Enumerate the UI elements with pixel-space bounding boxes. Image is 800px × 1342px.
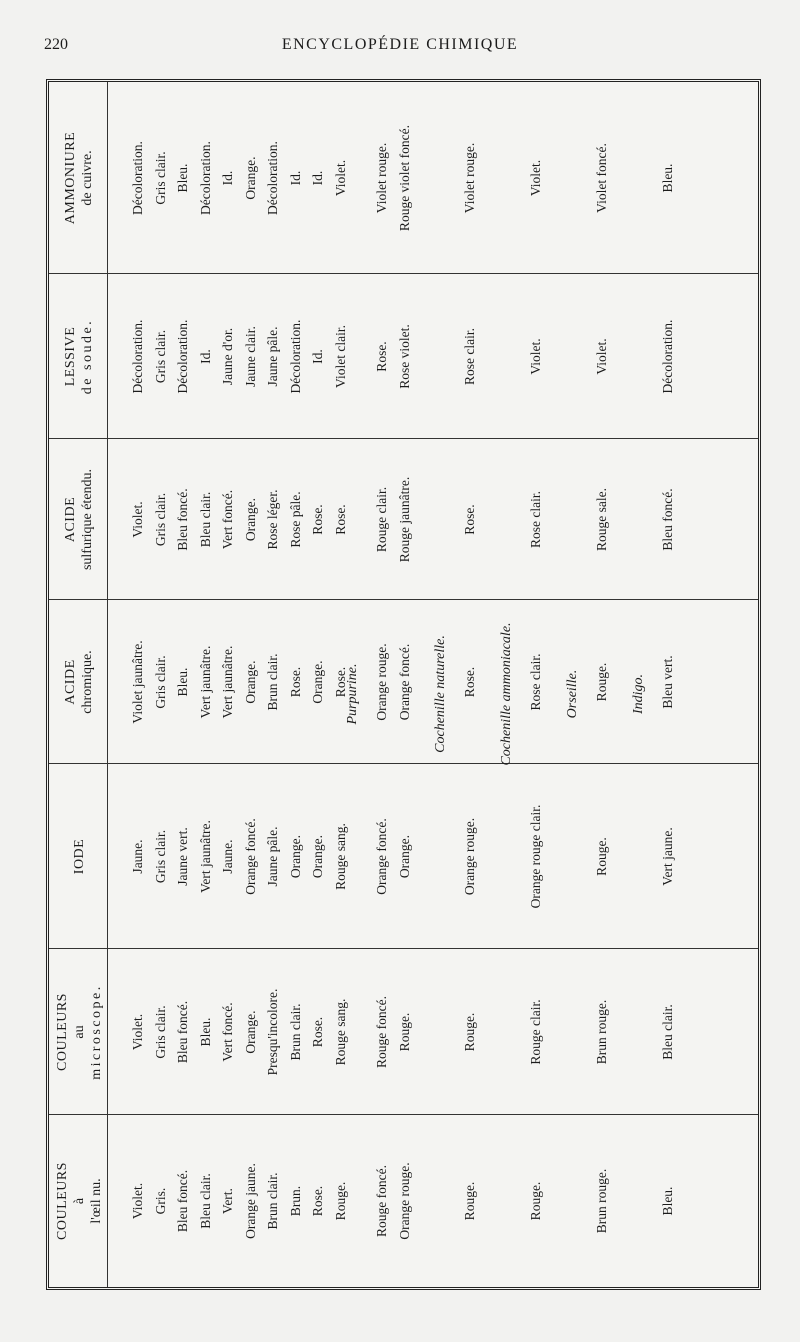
table-cell (127, 949, 352, 1115)
row-separator-tick (464, 1114, 478, 1115)
row-separator-tick (530, 273, 544, 274)
row-separator-tick (464, 763, 478, 764)
header-rule (107, 82, 108, 1287)
row-separator-tick (596, 273, 610, 274)
row-separator-tick (596, 1114, 610, 1115)
row-separator-tick (464, 438, 478, 439)
row-separator-tick (662, 948, 676, 949)
cell-value: Violet. (332, 159, 348, 197)
cell-value: Décoloration. (660, 319, 675, 394)
table-cell (657, 949, 680, 1115)
cell-value: Rose. (332, 666, 348, 698)
cell-value: Rouge. (462, 1012, 477, 1052)
cell-value: Bleu. (197, 1017, 213, 1047)
cell-value: Orange foncé. (242, 818, 258, 895)
cell-value: Décoloration. (130, 319, 145, 394)
row-separator-tick (398, 763, 412, 764)
dye-group-label: Indigo. (631, 673, 646, 715)
table-cell (459, 274, 482, 439)
table-cell (459, 764, 482, 949)
cell-value: Rose. (310, 504, 325, 535)
table-cell (591, 949, 614, 1115)
table-cell (525, 949, 548, 1115)
table-cell (525, 600, 548, 764)
table-cell (591, 82, 614, 274)
cell-value: Rose clair. (462, 328, 477, 385)
column-header (53, 764, 105, 949)
cell-value: Bleu vert. (660, 655, 675, 709)
cell-value: Violet. (594, 338, 609, 375)
table-cell (127, 82, 352, 274)
cell-value: Rouge sale. (594, 488, 609, 551)
row-separator-tick (662, 599, 676, 600)
cell-value: Jaune clair. (242, 326, 258, 387)
table-cell (591, 274, 614, 439)
row-separator-tick (464, 948, 478, 949)
column-header-line: COULEURS (54, 1162, 70, 1240)
cell-value: Décoloration. (287, 319, 303, 394)
row-separator-tick (662, 273, 676, 274)
cell-value: Vert foncé. (220, 1002, 235, 1062)
cell-value: Rose clair. (528, 491, 543, 548)
table-cell (591, 439, 614, 600)
cell-value: Rouge sang. (332, 823, 348, 890)
cell-value: Id. (287, 170, 303, 186)
table-cell (459, 600, 482, 764)
cell-value: Violet clair. (332, 325, 348, 388)
cell-value: Gris clair. (152, 329, 168, 384)
cell-value: Violet foncé. (594, 143, 609, 213)
column-header (53, 600, 105, 764)
cell-value: Orange foncé. (396, 643, 412, 721)
cell-value: Rouge. (462, 1181, 477, 1221)
table-cell (525, 82, 548, 274)
cell-value: Bleu. (175, 163, 190, 193)
cell-value: Brun rouge. (594, 999, 609, 1065)
cell-value: Gris clair. (152, 655, 168, 709)
column-header-line: de cuivre. (80, 150, 95, 206)
column-header (53, 949, 105, 1115)
cell-value: Jaune pâle. (265, 826, 280, 887)
cell-value: Orange. (396, 834, 412, 879)
cell-value: Jaune vert. (175, 827, 190, 886)
table-cell (459, 82, 482, 274)
column-header-line: LESSIVE (63, 326, 78, 387)
cell-value: Rose léger. (265, 489, 280, 550)
cell-value: Bleu clair. (197, 491, 213, 548)
running-head: ENCYCLOPÉDIE CHIMIQUE (281, 36, 519, 53)
cell-value: Rouge. (594, 837, 609, 876)
cell-value: Orange rouge. (396, 1162, 412, 1240)
cell-value: Violet rouge. (374, 142, 389, 214)
column-header (53, 274, 105, 439)
cell-value: Vert jaune. (660, 827, 675, 886)
table-cell (657, 600, 680, 764)
cell-value: Bleu. (175, 667, 190, 697)
column-header (53, 82, 105, 274)
row-separator-tick (464, 599, 478, 600)
row-separator-tick (530, 763, 544, 764)
cell-value: Violet rouge. (462, 142, 477, 214)
cell-value: Gris clair. (152, 829, 168, 884)
cell-value: Violet. (130, 1182, 145, 1220)
table-cell (591, 1115, 614, 1287)
cell-value: Rose. (287, 666, 303, 698)
row-separator-tick (530, 1114, 544, 1115)
column-header-line: AMMONIURE (63, 131, 78, 225)
table-cell (127, 1115, 352, 1287)
cell-value: Orange. (242, 497, 258, 542)
table-cell (459, 1115, 482, 1287)
table-cell (525, 1115, 548, 1287)
reagent-color-table (49, 82, 758, 1287)
row-separator-tick (662, 438, 676, 439)
cell-value: Rose pâle. (287, 491, 303, 548)
cell-value: Bleu. (660, 1186, 675, 1216)
cell-value: Orange rouge clair. (528, 804, 543, 909)
table-cell (657, 764, 680, 949)
cell-value: Gris clair. (152, 492, 168, 547)
table-cell (525, 764, 548, 949)
table-cell (657, 1115, 680, 1287)
cell-value: Bleu foncé. (175, 1169, 190, 1233)
cell-value: Rouge sang. (332, 998, 348, 1066)
table-cell (657, 439, 680, 600)
row-separator-tick (596, 438, 610, 439)
cell-value: Jaune. (220, 839, 235, 874)
cell-value: Vert foncé. (220, 489, 235, 550)
cell-value: Rouge foncé. (374, 1165, 389, 1237)
cell-value: Bleu foncé. (660, 488, 675, 551)
table-cell (127, 274, 352, 439)
cell-value: Jaune. (130, 839, 145, 874)
table-cell (127, 439, 352, 600)
column-header-line: COULEURS (54, 993, 70, 1071)
cell-value: Id. (310, 349, 325, 364)
cell-value: Rouge foncé. (374, 996, 389, 1068)
column-header (53, 1115, 105, 1287)
cell-value: Orange. (310, 660, 325, 704)
column-header-line: ACIDE (63, 496, 78, 543)
row-separator-tick (530, 948, 544, 949)
cell-value: Rouge clair. (374, 486, 389, 553)
cell-value: Presqu'incolore. (265, 988, 280, 1076)
table-cell (371, 764, 416, 949)
cell-value: Orange. (287, 834, 303, 879)
cell-value: Rose. (462, 666, 477, 698)
cell-value: Jaune pâle. (265, 326, 280, 387)
table-cell (371, 274, 416, 439)
cell-value: Orange. (242, 156, 258, 200)
table-cell (127, 600, 352, 764)
dye-group-label: Orseille. (565, 669, 580, 719)
cell-value: Gris clair. (152, 1005, 168, 1059)
row-separator-tick (398, 599, 412, 600)
table-cell (657, 82, 680, 274)
cell-value: Rose. (462, 504, 477, 535)
cell-value: Vert. (220, 1188, 235, 1214)
cell-value: Violet. (528, 159, 543, 197)
cell-value: Décoloration. (175, 319, 190, 394)
row-separator-tick (398, 438, 412, 439)
cell-value: Orange foncé. (374, 818, 389, 895)
table-cell (371, 439, 416, 600)
cell-value: Rose violet. (396, 324, 412, 389)
table-frame (46, 79, 761, 1290)
cell-value: Rouge clair. (528, 999, 543, 1065)
cell-value: Rose. (310, 1185, 325, 1217)
row-separator-tick (398, 1114, 412, 1115)
cell-value: Bleu foncé. (175, 488, 190, 551)
cell-value: Rose. (374, 341, 389, 372)
row-separator-tick (596, 599, 610, 600)
cell-value: Bleu. (660, 163, 675, 193)
table-cell (127, 764, 352, 949)
cell-value: Violet. (130, 501, 145, 538)
cell-value: Rouge. (594, 662, 609, 702)
cell-value: Brun clair. (265, 1172, 280, 1230)
row-separator-tick (398, 948, 412, 949)
dye-group-label: Cochenille naturelle. (433, 635, 448, 753)
cell-value: Rose. (310, 1016, 325, 1048)
cell-value: Vert jaunâtre. (197, 820, 213, 893)
table-cell (525, 439, 548, 600)
table-cell (525, 274, 548, 439)
cell-value: Brun clair. (287, 1003, 303, 1061)
cell-value: Rouge. (332, 1181, 348, 1221)
dye-group-label: Cochenille ammoniacale. (499, 622, 514, 766)
cell-value: Brun. (287, 1185, 303, 1217)
table-cell (459, 439, 482, 600)
cell-value: Jaune d'or. (220, 327, 235, 386)
page-number: 220 (44, 36, 68, 53)
column-header (53, 439, 105, 600)
table-cell (371, 600, 416, 764)
column-header-line: de soude. (80, 318, 95, 395)
table-cell (591, 764, 614, 949)
column-header-line: ACIDE (63, 659, 78, 705)
cell-value: Rouge. (396, 1012, 412, 1052)
row-separator-tick (662, 1114, 676, 1115)
column-header-line: à (71, 1197, 87, 1205)
cell-value: Rouge violet foncé. (396, 124, 412, 232)
cell-value: Rose. (332, 504, 348, 535)
cell-value: Id. (197, 349, 213, 364)
column-header-line: IODE (71, 838, 87, 875)
row-separator-tick (530, 599, 544, 600)
cell-value: Id. (310, 170, 325, 186)
cell-value: Brun rouge. (594, 1168, 609, 1234)
column-header-line: l'œil nu. (88, 1178, 104, 1224)
row-separator-tick (662, 763, 676, 764)
row-separator-tick (398, 273, 412, 274)
cell-value: Décoloration. (130, 141, 145, 215)
cell-value: Violet. (130, 1013, 145, 1051)
cell-value: Orange jaune. (242, 1163, 258, 1239)
row-separator-tick (596, 763, 610, 764)
cell-value: Orange. (310, 834, 325, 879)
cell-value: Orange. (242, 660, 258, 704)
cell-value: Orange. (242, 1010, 258, 1054)
cell-value: Gris. (152, 1187, 168, 1215)
table-cell (371, 1115, 416, 1287)
cell-value: Brun clair. (265, 653, 280, 711)
cell-value: Id. (220, 170, 235, 186)
cell-value: Rouge jaunâtre. (396, 476, 412, 563)
row-separator-tick (530, 438, 544, 439)
cell-value: Vert jaunâtre. (197, 645, 213, 719)
dye-group-label: Purpurine. (345, 663, 360, 725)
cell-value: Violet. (528, 338, 543, 375)
cell-value: Bleu clair. (660, 1004, 675, 1060)
column-header-line: microscope. (88, 984, 104, 1080)
cell-value: Rouge. (528, 1181, 543, 1221)
cell-value: Décoloration. (197, 141, 213, 215)
cell-value: Décoloration. (265, 141, 280, 215)
cell-value: Vert jaunâtre. (220, 645, 235, 719)
column-header-line: chromique. (80, 650, 95, 714)
cell-value: Rose clair. (528, 653, 543, 711)
table-cell (591, 600, 614, 764)
cell-value: Violet jaunâtre. (130, 640, 145, 724)
cell-value: Bleu clair. (197, 1173, 213, 1229)
cell-value: Bleu foncé. (175, 1000, 190, 1064)
cell-value: Gris clair. (152, 151, 168, 205)
column-header-line: sulfurique étendu. (80, 468, 95, 571)
table-cell (371, 82, 416, 274)
table-cell (459, 949, 482, 1115)
row-separator-tick (596, 948, 610, 949)
table-cell (371, 949, 416, 1115)
table-cell (657, 274, 680, 439)
row-separator-tick (464, 273, 478, 274)
cell-value: Orange rouge. (374, 643, 389, 721)
column-header-line: au (71, 1025, 87, 1039)
cell-value: Orange rouge. (462, 817, 477, 896)
